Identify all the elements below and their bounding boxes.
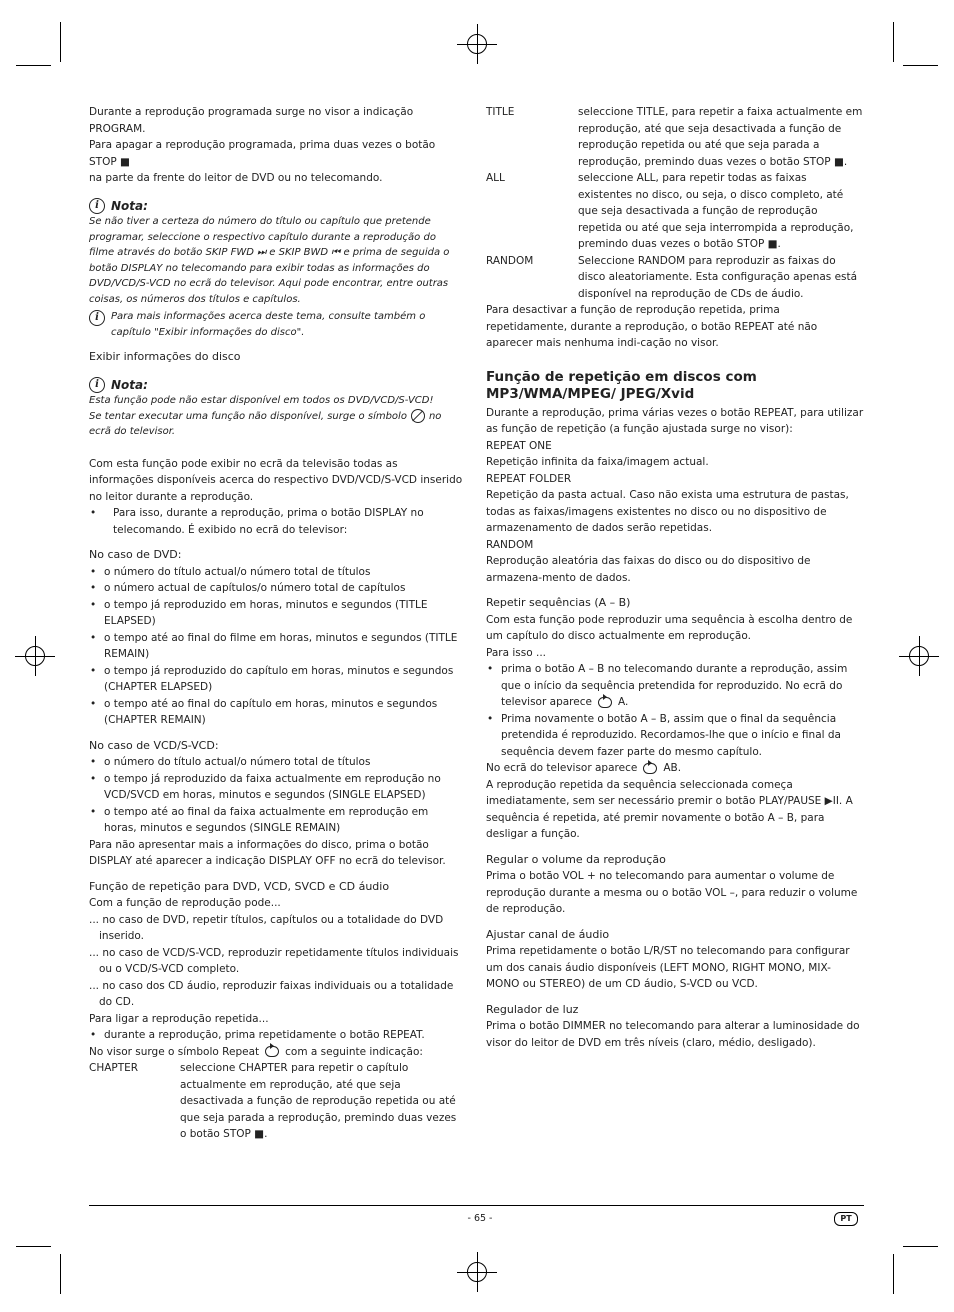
language-badge: PT bbox=[834, 1212, 858, 1226]
paragraph: No ecrã do televisor aparece AB. bbox=[486, 762, 682, 774]
section-heading: Repetir sequências (A – B) bbox=[486, 596, 631, 609]
list-item: ... no caso de VCD/S-VCD, reproduzir repetidamente títulos individuais ou o VCD/S-VCD completo. bbox=[89, 946, 459, 975]
paragraph: Para ligar a reprodução repetida... bbox=[89, 1012, 269, 1025]
paragraph: A reprodução repetida da sequência seleccionada começa imediatamente, sem ser necessário premir o botão PLAY/PAUSE ▶II. A sequência é repetida, até premir novamente o botão A – B, para desligar a função. bbox=[486, 778, 853, 840]
paragraph: Prima o botão DIMMER no telecomando para alterar a luminosidade do visor do leitor de DVD em três níveis (claro, médio, desligado). bbox=[486, 1020, 860, 1049]
definition-term: CHAPTER bbox=[89, 1062, 139, 1074]
registration-mark-left bbox=[15, 636, 55, 676]
definition-desc: Seleccione RANDOM para reproduzir as faixas do disco aleatoriamente. Esta configuração apenas está disponível na reprodução de CDs de áudio. bbox=[578, 254, 858, 300]
list-item: • o tempo até ao final do filme em horas, minutos e segundos (TITLE REMAIN) bbox=[89, 630, 463, 663]
paragraph: Para isso ... bbox=[486, 646, 547, 659]
mode-label: REPEAT ONE bbox=[486, 439, 552, 452]
note-heading bbox=[89, 377, 463, 394]
paragraph: Com esta função pode exibir no ecrã da televisão todas as informações disponíveis acerca do respectivo DVD/VCD/S-VCD inserido no leitor durante a reprodução. bbox=[89, 457, 463, 503]
mode-label: RANDOM bbox=[486, 538, 534, 551]
info-icon: i bbox=[89, 198, 105, 214]
paragraph: Com a função de reprodução pode... bbox=[89, 897, 281, 909]
paragraph: Prima o botão VOL + no telecomando para aumentar o volume de reprodução durante a mesma ou o botão VOL –, para reduzir o volume de reprodução. bbox=[486, 870, 858, 915]
note-title: Nota: bbox=[111, 198, 148, 213]
section-heading: No caso de VCD/S-VCD: bbox=[89, 738, 219, 752]
section-heading: Exibir informações do disco bbox=[89, 350, 241, 363]
info-icon: i bbox=[89, 310, 105, 326]
bullet-list bbox=[89, 754, 463, 837]
registration-mark-right bbox=[899, 636, 939, 676]
no-entry-icon bbox=[411, 409, 425, 423]
paragraph: Repetição infinita da faixa/imagem actual. bbox=[486, 456, 709, 468]
repeat-icon bbox=[265, 1046, 279, 1057]
paragraph: Prima repetidamente o botão L/R/ST no telecomando para configurar um dos canais áudio disponíveis (LEFT MONO, RIGHT MONO, MIX-MONO ou STEREO) de um CD áudio, S-VCD ou VCD. bbox=[486, 945, 850, 990]
definition-desc: seleccione TITLE, para repetir a faixa actualmente em reprodução, até que seja desactivada a função de reprodução repetida ou até que seja parada a reprodução, premindo duas vezes o botão STOP ■. bbox=[578, 106, 863, 168]
section-heading: Regular o volume da reprodução bbox=[486, 852, 666, 866]
paragraph: Reprodução aleatória das faixas do disco ou do dispositivo de armazena-mento de dados. bbox=[486, 555, 811, 584]
paragraph: No visor surge o símbolo Repeat com a seguinte indicação: bbox=[89, 1045, 423, 1058]
list-item: ... no caso de DVD, repetir títulos, capítulos ou a totalidade do DVD inserido. bbox=[89, 913, 444, 942]
list-item: • o tempo já reproduzido da faixa actualmente em reprodução no VCD/SVCD em horas, minutos e segundos (SINGLE ELAPSED) bbox=[89, 771, 463, 804]
list-item: • o número actual de capítulos/o número total de capítulos bbox=[89, 580, 463, 597]
crop-mark bbox=[903, 1246, 938, 1247]
bullet-list bbox=[89, 1027, 463, 1044]
list-item: ... no caso dos CD áudio, reproduzir faixas individuais ou a totalidade do CD. bbox=[89, 979, 454, 1008]
section-heading: Regulador de luz bbox=[486, 1002, 579, 1016]
intro-line: Para apagar a reprodução programada, prima duas vezes o botão STOP ■ bbox=[89, 139, 436, 168]
right-column bbox=[486, 104, 864, 1051]
definition-row bbox=[486, 104, 864, 170]
list-item: • prima o botão A – B no telecomando durante a reprodução, assim que o início da sequência pretendida for reproduzido. No ecrã do televisor aparece A. bbox=[486, 661, 864, 711]
list-item: • Para isso, durante a reprodução, prima o botão DISPLAY no telecomando. É exibido no ecrã do televisor: bbox=[89, 505, 463, 538]
bullet-list bbox=[89, 564, 463, 729]
page-number: - 65 - bbox=[467, 1213, 493, 1224]
paragraph: Com esta função pode reproduzir uma sequência à escolha dentro de um capítulo do disco actualmente em reprodução. bbox=[486, 613, 853, 642]
list-item: • durante a reprodução, prima repetidamente o botão REPEAT. bbox=[89, 1027, 463, 1044]
note-text: Se tentar executar uma função não disponível, surge o símbolo no ecrã do televisor. bbox=[89, 410, 442, 437]
definition-row bbox=[89, 1060, 463, 1143]
bullet-list bbox=[89, 505, 463, 538]
note-title: Nota: bbox=[111, 377, 148, 392]
section-heading: Ajustar canal de áudio bbox=[486, 927, 610, 941]
intro-line: Durante a reprodução programada surge no visor a indicação PROGRAM. bbox=[89, 106, 414, 135]
paragraph: Repetição da pasta actual. Caso não exista uma estrutura de pastas, todas as faixas/imagens existentes no disco ou no dispositivo de armazenamento de dados serão repetidas. bbox=[486, 489, 849, 534]
note-text: Se não tiver a certeza do número do título ou capítulo que pretende programar, seleccione o respectivo capítulo durante a reprodução do filme através do botão SKIP FWD ⏭ e SKIP BWD ⏮ e prima de seguida o botão DISPLAY no telecomando para exibir todas as informações do DVD/VCD/S-VCD no ecrã do televisor. Aqui pode encontrar, entre outras coisas, os números dos títulos e capítulos. bbox=[89, 216, 450, 305]
note-text: Esta função pode não estar disponível em todos os DVD/VCD/S-VCD! bbox=[89, 395, 434, 406]
crop-mark bbox=[60, 22, 61, 62]
repeat-icon bbox=[598, 697, 612, 708]
definition-term: RANDOM bbox=[486, 254, 534, 267]
intro-line: na parte da frente do leitor de DVD ou no telecomando. bbox=[89, 172, 383, 184]
crop-mark bbox=[893, 22, 894, 62]
definition-term: TITLE bbox=[486, 106, 515, 118]
definition-desc: seleccione CHAPTER para repetir o capítulo actualmente em reprodução, até que seja desactivada a função de reprodução repetida ou até que seja parada a reprodução, premindo duas vezes o botão STOP ■. bbox=[180, 1062, 457, 1140]
definition-row bbox=[486, 253, 864, 303]
definition-row bbox=[486, 170, 864, 253]
crop-mark bbox=[16, 65, 51, 66]
list-item: • o tempo até ao final da faixa actualmente em reprodução em horas, minutos e segundos (SINGLE REMAIN) bbox=[89, 804, 463, 837]
bullet-list bbox=[486, 661, 864, 760]
registration-mark-bottom bbox=[457, 1252, 497, 1292]
note-heading bbox=[89, 198, 463, 215]
info-icon: i bbox=[89, 377, 105, 393]
definition-desc: seleccione ALL, para repetir todas as faixas existentes no disco, ou seja, o disco completo, até que seja desactivada a função de reprodução repetida ou até que seja interrompida a reprodução, premindo duas vezes o botão STOP ■. bbox=[578, 172, 854, 250]
crop-mark bbox=[16, 1246, 51, 1247]
mode-label: REPEAT FOLDER bbox=[486, 472, 572, 485]
definition-term: ALL bbox=[486, 172, 505, 184]
note-info-row bbox=[89, 309, 463, 340]
footer-divider bbox=[89, 1205, 864, 1206]
paragraph: Para não apresentar mais a informações do disco, prima o botão DISPLAY até aparecer a indicação DISPLAY OFF no ecrã do televisor. bbox=[89, 838, 446, 867]
crop-mark bbox=[60, 1254, 61, 1294]
section-heading: No caso de DVD: bbox=[89, 548, 182, 561]
list-item: • Prima novamente o botão A – B, assim que o final da sequência pretendida é reproduzido. Recordamos-lhe que o início e final da sequência devem fazer parte do mesmo capítulo. bbox=[486, 711, 864, 761]
section-heading: Função de repetição em discos com MP3/WMA/MPEG/ JPEG/Xvid bbox=[486, 368, 757, 402]
list-item: • o tempo já reproduzido em horas, minutos e segundos (TITLE ELAPSED) bbox=[89, 597, 463, 630]
crop-mark bbox=[893, 1254, 894, 1294]
left-column bbox=[89, 104, 463, 1143]
list-item: • o número do título actual/o número total de títulos bbox=[89, 564, 463, 581]
paragraph: Para desactivar a função de reprodução repetida, prima repetidamente, durante a reprodução, o botão REPEAT até não aparecer mais nenhuma indi-cação no visor. bbox=[486, 304, 818, 349]
list-item: • o tempo já reproduzido do capítulo em horas, minutos e segundos (CHAPTER ELAPSED) bbox=[89, 663, 463, 696]
paragraph: Durante a reprodução, prima várias vezes o botão REPEAT, para utilizar as função de repetição (a função ajustada surge no visor): bbox=[486, 406, 864, 435]
list-item: • o tempo até ao final do capítulo em horas, minutos e segundos (CHAPTER REMAIN) bbox=[89, 696, 463, 729]
registration-mark-top bbox=[457, 24, 497, 64]
note-text: Para mais informações acerca deste tema, consulte também o capítulo "Exibir informações do disco". bbox=[111, 311, 426, 338]
repeat-icon bbox=[643, 763, 657, 774]
crop-mark bbox=[903, 65, 938, 66]
list-item: • o número do título actual/o número total de títulos bbox=[89, 754, 463, 771]
section-heading: Função de repetição para DVD, VCD, SVCD e CD áudio bbox=[89, 879, 390, 893]
